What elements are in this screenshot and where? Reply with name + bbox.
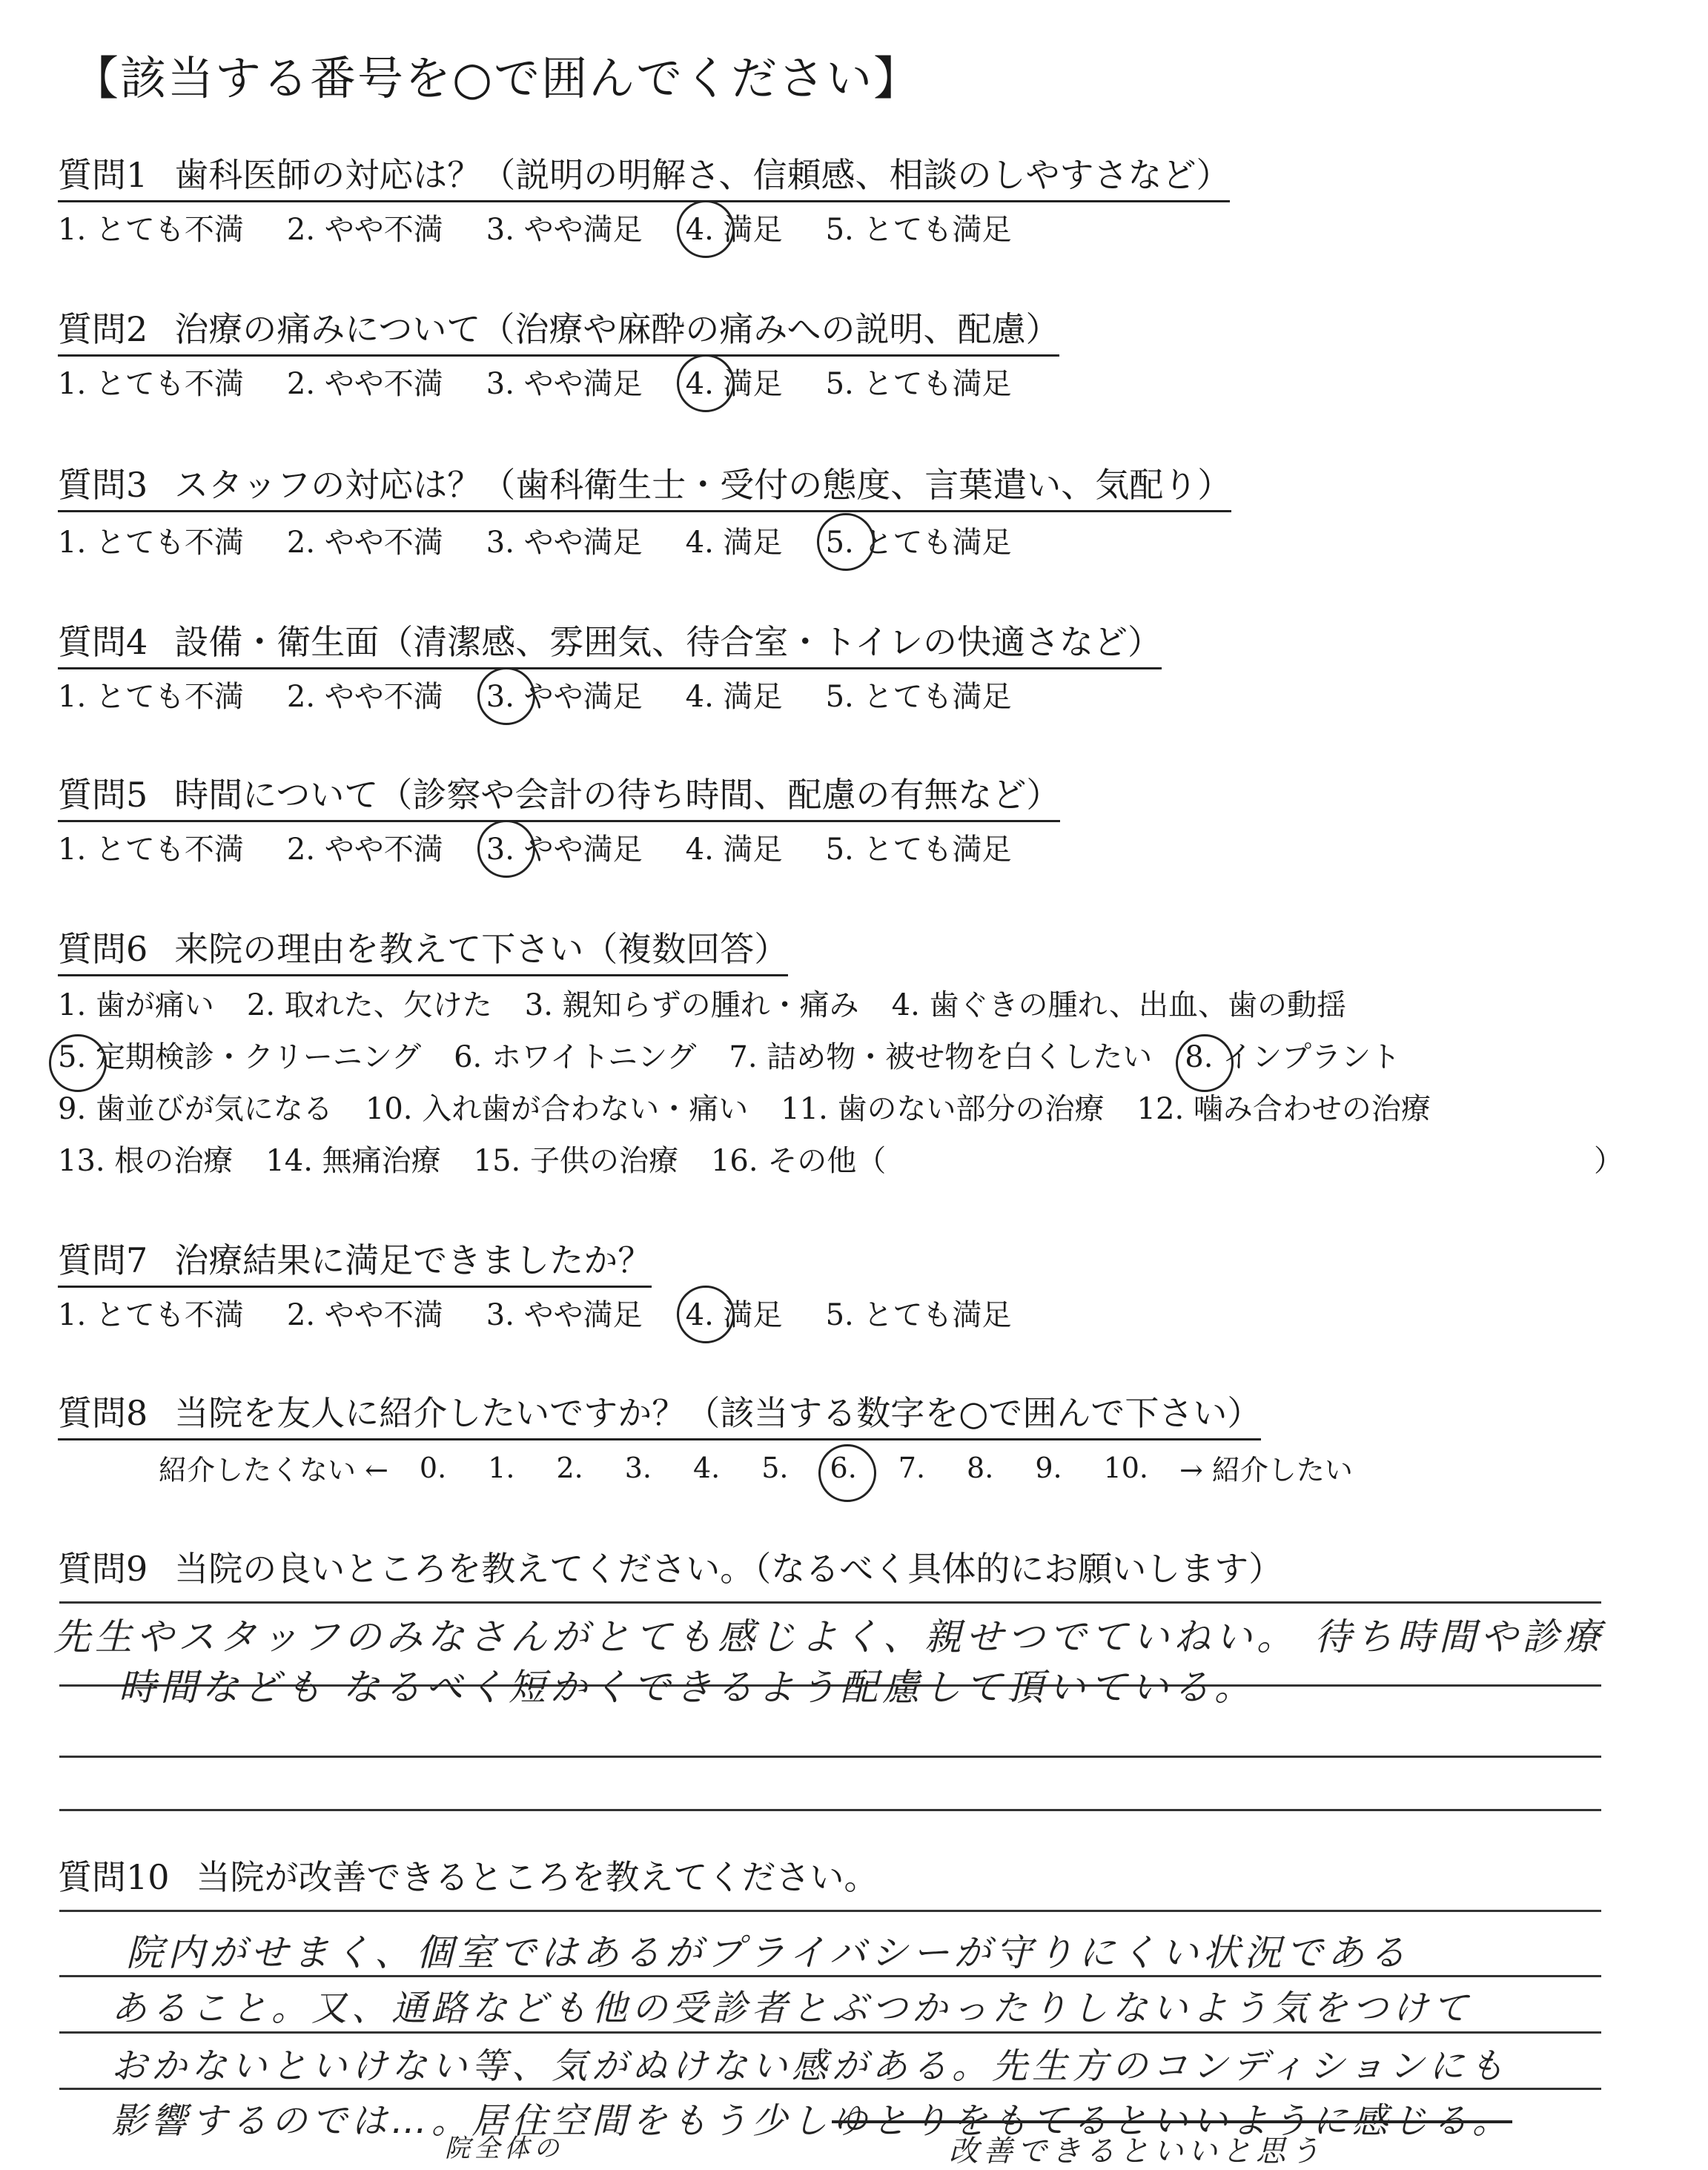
question-text: 当院が改善できるところを教えてください。 bbox=[196, 1857, 878, 1897]
answer-line bbox=[59, 1756, 1601, 1758]
option: 1. とても不満 bbox=[58, 213, 244, 247]
question-text: 当院の良いところを教えてください。（なるべく具体的にお願いします） bbox=[174, 1549, 1283, 1589]
scale-number: 4. bbox=[692, 1451, 721, 1484]
page-title: 【該当する番号を○で囲んでください】 bbox=[73, 51, 921, 105]
reason-item: 13. 根の治療 bbox=[58, 1144, 234, 1178]
option: 3. やや満足 bbox=[486, 526, 643, 560]
question-4-options bbox=[58, 673, 1054, 715]
reason-item: 16. その他（ bbox=[710, 1144, 887, 1178]
question-number: 質問7 bbox=[58, 1240, 148, 1280]
scale-left-label: 紹介したくない ← bbox=[159, 1454, 388, 1486]
q9-answer-line-1: 先生やスタッフのみなさんがとても感じよく、親せつでていねい。 待ち時間や診療 bbox=[53, 1615, 1605, 1658]
question-10-header bbox=[58, 1850, 878, 1899]
option: 3. やや満足 bbox=[486, 367, 643, 401]
question-text: 治療の痛みについて（治療や麻酔の痛みへの説明、配慮） bbox=[174, 309, 1060, 349]
option-selected: 3. やや満足 bbox=[486, 826, 643, 868]
q10-insert-right: 改善できるといいと思う bbox=[949, 2134, 1324, 2169]
question-text: 歯科医師の対応は？（説明の明解さ、信頼感、相談のしやすさなど） bbox=[174, 155, 1231, 195]
question-number: 質問10 bbox=[58, 1857, 170, 1897]
option: 4. 満足 bbox=[685, 680, 783, 714]
scale-number: 9. bbox=[1035, 1451, 1062, 1484]
option: 2. やや不満 bbox=[286, 1298, 443, 1332]
scale-number: 5. bbox=[761, 1451, 789, 1484]
question-1-header bbox=[58, 148, 1230, 202]
option: 3. やや満足 bbox=[486, 1298, 643, 1332]
option-selected: 3. やや満足 bbox=[486, 673, 643, 715]
question-text: 当院を友人に紹介したいですか？（該当する数字を○で囲んで下さい） bbox=[174, 1393, 1262, 1433]
reason-row-3 bbox=[58, 1085, 1431, 1128]
question-5-header bbox=[58, 768, 1060, 822]
q9-answer-line-2: 時間なども なるべく短かくできるよう配慮して頂いている。 bbox=[119, 1666, 1256, 1709]
reason-row-4 bbox=[58, 1137, 886, 1180]
other-close-paren: ） bbox=[1594, 1144, 1623, 1178]
reason-item: 9. 歯並びが気になる bbox=[58, 1092, 333, 1126]
q10-answer-line-3: おかないといけない等、気がぬけない感がある。先生方のコンディションにも bbox=[111, 2045, 1509, 2087]
option: 2. やや不満 bbox=[286, 213, 443, 247]
question-number: 質問6 bbox=[58, 929, 148, 969]
answer-line bbox=[59, 1809, 1601, 1811]
scale-number: 2. bbox=[556, 1451, 583, 1484]
reason-row-1 bbox=[58, 982, 1346, 1024]
question-number: 質問8 bbox=[58, 1393, 148, 1433]
option: 4. 満足 bbox=[685, 833, 783, 867]
scale-number: 0. bbox=[419, 1451, 447, 1484]
question-number: 質問3 bbox=[58, 465, 148, 505]
q10-answer-line-2: あること。又、通路なども他の受診者とぶつかったりしないよう気をつけて bbox=[111, 1988, 1473, 2029]
reason-item: 6. ホワイトニング bbox=[454, 1040, 697, 1074]
option: 2. やや不満 bbox=[286, 367, 443, 401]
scale-number: 3. bbox=[624, 1451, 652, 1484]
question-3-options bbox=[58, 519, 1054, 561]
option: 1. とても不満 bbox=[58, 833, 244, 867]
question-text: 時間について（診察や会計の待ち時間、配慮の有無など） bbox=[174, 775, 1061, 815]
reason-item: 7. 詰め物・被せ物を白くしたい bbox=[729, 1040, 1153, 1074]
option: 1. とても不満 bbox=[58, 680, 244, 714]
question-text: 来院の理由を教えて下さい（複数回答） bbox=[174, 929, 789, 969]
scale-right-label: → 紹介したい bbox=[1179, 1454, 1353, 1486]
option: 2. やや不満 bbox=[286, 526, 443, 560]
option: 5. とても満足 bbox=[825, 367, 1012, 401]
scale-number: 7. bbox=[898, 1451, 926, 1484]
reason-item: 4. 歯ぐきの腫れ、出血、歯の動揺 bbox=[891, 988, 1346, 1022]
option-selected: 5. とても満足 bbox=[826, 519, 1012, 561]
question-8-header bbox=[58, 1386, 1261, 1440]
option: 3. やや満足 bbox=[486, 213, 643, 247]
option-selected: 4. 満足 bbox=[686, 360, 783, 403]
scale-number-selected: 6. bbox=[830, 1451, 857, 1484]
question-number: 質問9 bbox=[58, 1549, 148, 1589]
option: 5. とても満足 bbox=[825, 680, 1012, 714]
reason-item: 14. 無痛治療 bbox=[265, 1144, 441, 1178]
question-7-header bbox=[58, 1234, 652, 1288]
option: 5. とても満足 bbox=[825, 213, 1012, 247]
q10-insert-below: 院全体の bbox=[445, 2134, 563, 2163]
reason-item: 3. 親知らずの腫れ・痛み bbox=[524, 988, 859, 1022]
reason-row-2 bbox=[58, 1033, 1400, 1076]
question-number: 質問5 bbox=[58, 775, 148, 815]
option: 2. やや不満 bbox=[286, 833, 443, 867]
option: 1. とても不満 bbox=[58, 526, 244, 560]
scale-number: 10. bbox=[1103, 1451, 1149, 1484]
question-4-header bbox=[58, 615, 1162, 669]
question-7-options bbox=[58, 1291, 1054, 1334]
reason-item-selected: 5. 定期検診・クリーニング bbox=[58, 1040, 422, 1074]
option: 4. 満足 bbox=[685, 526, 783, 560]
q10-answer-line-1: 院内がせまく、個室ではあるがプライバシーが守りにくい状況である bbox=[126, 1931, 1411, 1974]
question-5-options bbox=[58, 826, 1054, 868]
scale-number: 8. bbox=[967, 1451, 994, 1484]
scale-numbers bbox=[399, 1452, 1169, 1484]
option: 2. やや不満 bbox=[286, 680, 443, 714]
question-6-header bbox=[58, 922, 788, 976]
reason-item: 10. 入れ歯が合わない・痛い bbox=[365, 1092, 749, 1126]
question-2-options bbox=[58, 360, 1054, 403]
question-9-header bbox=[58, 1542, 1282, 1591]
question-1-options bbox=[58, 206, 1054, 248]
reason-item: 11. 歯のない部分の治療 bbox=[781, 1092, 1105, 1126]
q10-struck-text: ゆとりをもてるといいように感じる。 bbox=[832, 2100, 1513, 2142]
q10-answer-text: 影響するのでは…。居住空間をもう少し bbox=[111, 2100, 833, 2142]
question-3-header bbox=[58, 458, 1231, 512]
option: 5. とても満足 bbox=[825, 1298, 1012, 1332]
option-selected: 4. 満足 bbox=[686, 206, 783, 248]
answer-line bbox=[59, 2031, 1601, 2034]
question-text: 治療結果に満足できましたか？ bbox=[174, 1240, 652, 1280]
scale-number: 1. bbox=[488, 1451, 515, 1484]
question-number: 質問1 bbox=[58, 155, 148, 195]
question-2-header bbox=[58, 302, 1059, 357]
question-text: 設備・衛生面（清潔感、雰囲気、待合室・トイレの快適さなど） bbox=[174, 622, 1162, 662]
reason-item: 12. 噛み合わせの治療 bbox=[1136, 1092, 1431, 1126]
question-number: 質問4 bbox=[58, 622, 148, 662]
reason-item: 15. 子供の治療 bbox=[473, 1144, 678, 1178]
reason-item: 1. 歯が痛い bbox=[58, 988, 214, 1022]
recommend-scale bbox=[159, 1447, 1353, 1488]
option-selected: 4. 満足 bbox=[686, 1291, 783, 1334]
answer-line bbox=[59, 1601, 1601, 1604]
question-number: 質問2 bbox=[58, 309, 148, 349]
question-text: スタッフの対応は？（歯科衛生士・受付の態度、言葉遣い、気配り） bbox=[174, 465, 1232, 505]
reason-item: 2. 取れた、欠けた bbox=[246, 988, 492, 1022]
answer-line bbox=[59, 1910, 1601, 1912]
option: 1. とても不満 bbox=[58, 1298, 244, 1332]
reason-item-selected: 8. インプラント bbox=[1185, 1040, 1401, 1074]
option: 1. とても不満 bbox=[58, 367, 244, 401]
option: 5. とても満足 bbox=[825, 833, 1012, 867]
